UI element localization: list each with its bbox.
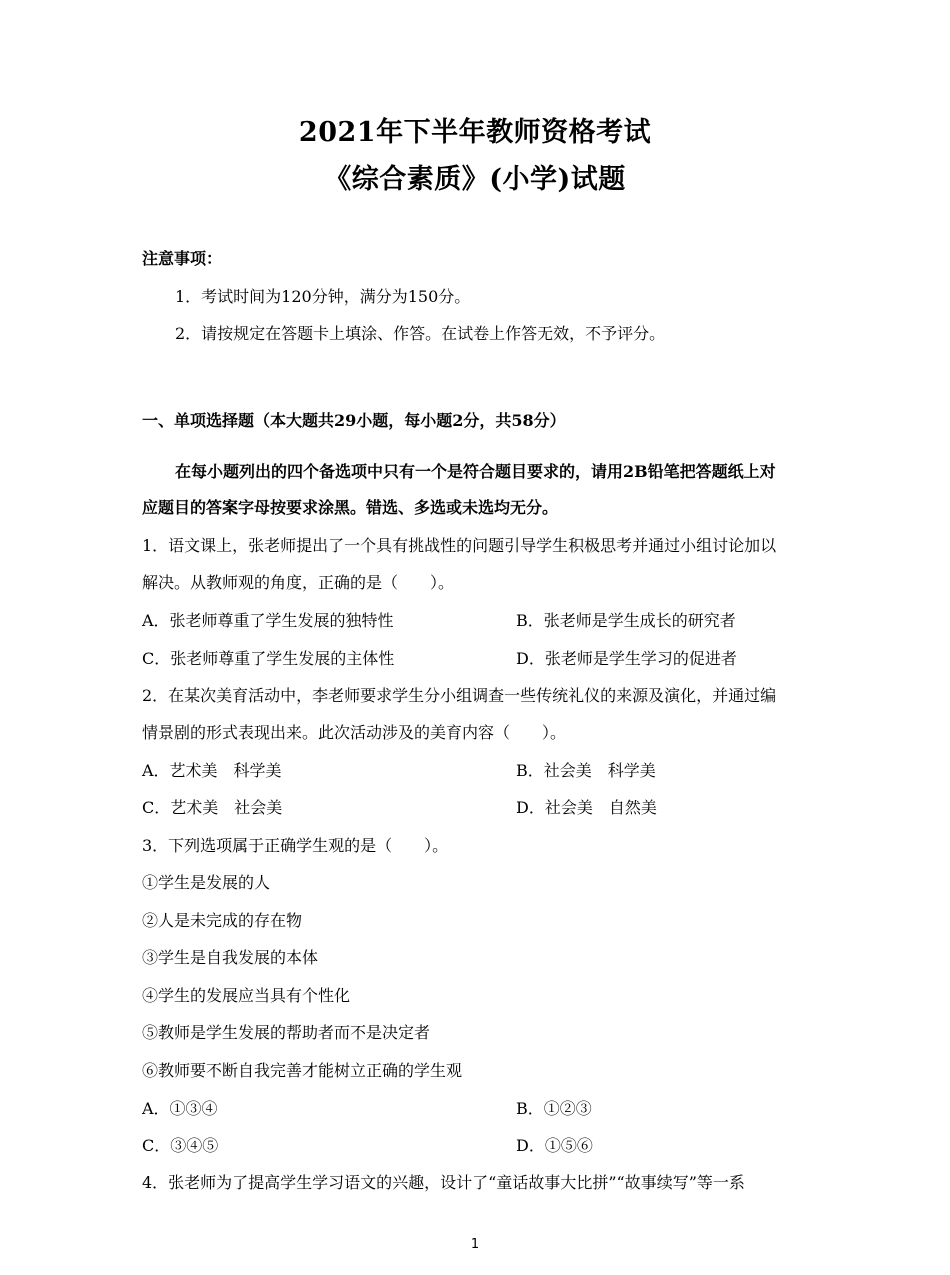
- question-stem: 4．张老师为了提高学生学习语文的兴趣，设计了“童话故事大比拼”“故事续写”等一系: [142, 1173, 745, 1192]
- option-b: B．①②③: [516, 1099, 592, 1118]
- exam-title-line2: 《综合素质》(小学)试题: [324, 164, 626, 195]
- question-stem: 解决。从教师观的角度，正确的是（ ）。: [142, 573, 455, 592]
- statement-item: ②人是未完成的存在物: [142, 911, 303, 930]
- question-stem: 2．在某次美育活动中，李老师要求学生分小组调查一些传统礼仪的来源及演化，并通过编: [142, 686, 777, 705]
- option-c: C．艺术美 社会美: [142, 798, 283, 817]
- question-stem: 1．语文课上，张老师提出了一个具有挑战性的问题引导学生积极思考并通过小组讨论加以: [142, 536, 777, 555]
- statement-item: ④学生的发展应当具有个性化: [142, 986, 351, 1005]
- option-a: A．艺术美 科学美: [142, 761, 282, 780]
- note-item: 1．考试时间为120分钟，满分为150分。: [175, 287, 471, 306]
- option-d: D．社会美 自然美: [516, 798, 657, 817]
- section-instruction: 在每小题列出的四个备选项中只有一个是符合题目要求的，请用2B铅笔把答题纸上对: [175, 462, 776, 481]
- exam-title-line1: 2021年下半年教师资格考试: [298, 117, 652, 148]
- option-a: A．张老师尊重了学生发展的独特性: [142, 611, 394, 630]
- question-stem: 3．下列选项属于正确学生观的是（ ）。: [142, 836, 449, 855]
- option-a: A．①③④: [142, 1099, 218, 1118]
- note-item: 2．请按规定在答题卡上填涂、作答。在试卷上作答无效，不予评分。: [175, 324, 666, 343]
- notes-heading: 注意事项：: [142, 249, 223, 268]
- statement-item: ⑤教师是学生发展的帮助者而不是决定者: [142, 1023, 431, 1042]
- statement-item: ⑥教师要不断自我完善才能树立正确的学生观: [142, 1061, 463, 1080]
- question-stem: 情景剧的形式表现出来。此次活动涉及的美育内容（ ）。: [142, 723, 567, 742]
- page-number: 1: [470, 1237, 480, 1252]
- section-heading: 一、单项选择题（本大题共29小题，每小题2分，共58分）: [142, 411, 566, 430]
- statement-item: ①学生是发展的人: [142, 873, 271, 892]
- section-instruction: 应题目的答案字母按要求涂黑。错选、多选或未选均无分。: [142, 498, 559, 517]
- option-b: B．张老师是学生成长的研究者: [516, 611, 736, 630]
- option-c: C．③④⑤: [142, 1136, 219, 1155]
- option-b: B．社会美 科学美: [516, 761, 656, 780]
- statement-item: ③学生是自我发展的本体: [142, 948, 319, 967]
- option-d: D．张老师是学生学习的促进者: [516, 649, 737, 668]
- option-c: C．张老师尊重了学生发展的主体性: [142, 649, 395, 668]
- option-d: D．①⑤⑥: [516, 1136, 593, 1155]
